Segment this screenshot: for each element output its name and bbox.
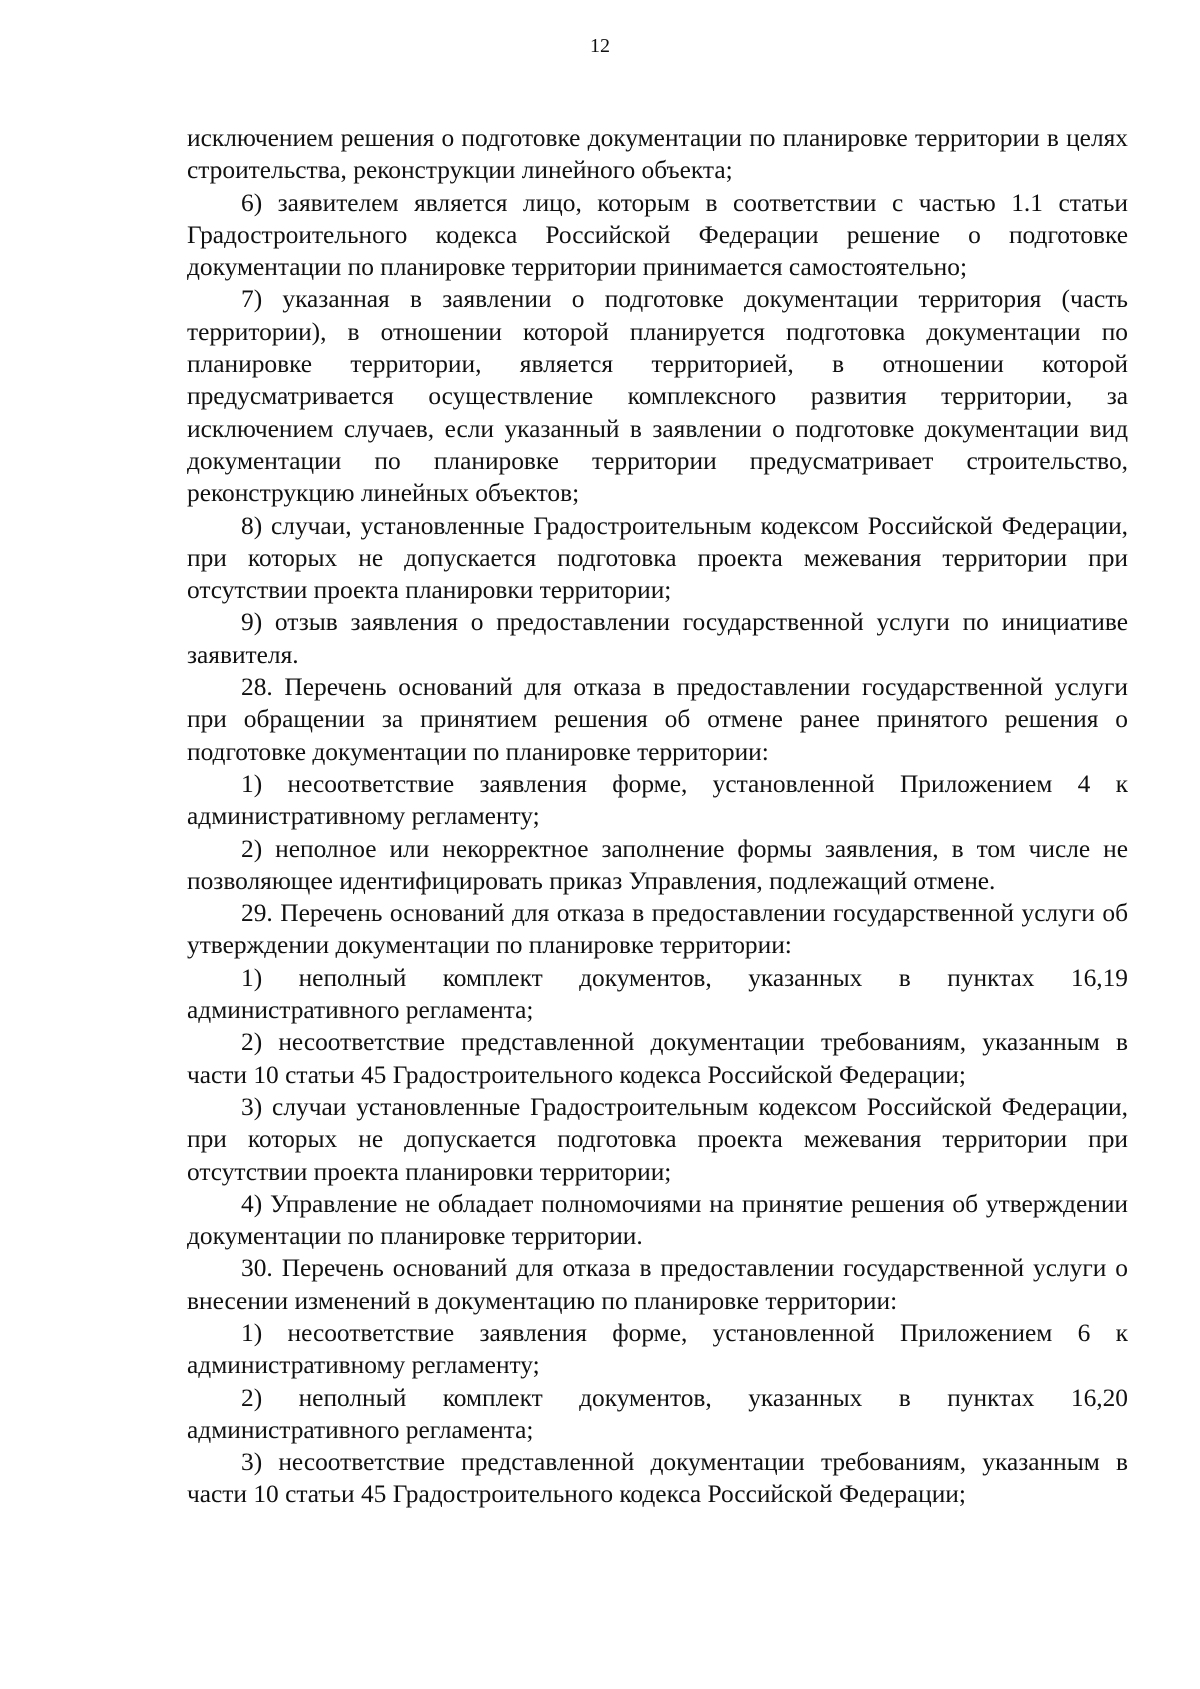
clause-30-item-2: 2) неполный комплект документов, указанных в пунктах 16,20 административного регламента;: [187, 1383, 1128, 1444]
clause-30-item-1: 1) несоответствие заявления форме, установленной Приложением 6 к административному регламенту;: [187, 1318, 1128, 1380]
clause-29: 29. Перечень оснований для отказа в предоставлении государственной услуги об утверждении документации по планировке территории:: [187, 899, 1128, 960]
clause-28: 28. Перечень оснований для отказа в предоставлении государственной услуги при обращении за принятием решения об отмене ранее принятого решения о подготовке документации по планировке территории:: [187, 673, 1128, 766]
clause-28-item-1: 1) несоответствие заявления форме, установленной Приложением 4 к административному регламенту;: [187, 769, 1128, 831]
clause-29-item-1: 1) неполный комплект документов, указанных в пунктах 16,19 административного регламента;: [187, 963, 1128, 1025]
clause-29-item-4: 4) Управление не обладает полномочиями на принятие решения об утверждении документации по планировке территории.: [187, 1189, 1128, 1251]
list-item-7: 7) указанная в заявлении о подготовке документации территория (часть территории), в отношении которой планируется подготовка документации по планировке территории, является территорией, в отношении которой предусматривается осуществление комплексного развития территории, за исключением случаев, если указанный в заявлении о подготовке документации вид документации по планировке территории предусматривает строительство, реконструкцию линейных объектов;: [187, 285, 1128, 508]
clause-29-item-3: 3) случаи установленные Градостроительным кодексом Российской Федерации, при которых не допускается подготовка проекта межевания территории при отсутствии проекта планировки территории;: [187, 1092, 1128, 1186]
paragraph-continuation: исключением решения о подготовке документации по планировке территории в целях строительства, реконструкции линейного объекта;: [187, 124, 1128, 185]
list-item-9: 9) отзыв заявления о предоставлении государственной услуги по инициативе заявителя.: [187, 608, 1128, 669]
clause-30: 30. Перечень оснований для отказа в предоставлении государственной услуги о внесении изменений в документацию по планировке территории:: [187, 1254, 1128, 1315]
clause-29-item-2: 2) несоответствие представленной документации требованиям, указанным в части 10 статьи 45 Градостроительного кодекса Российской Федерации;: [187, 1028, 1128, 1089]
document-body: [187, 122, 1128, 1511]
list-item-6: 6) заявителем является лицо, которым в соответствии с частью 1.1 статьи Градостроительного кодекса Российской Федерации решение о подготовке документации по планировке территории принимается самостоятельно;: [187, 188, 1128, 282]
clause-28-item-2: 2) неполное или некорректное заполнение формы заявления, в том числе не позволяющее идентифицировать приказ Управления, подлежащий отмене.: [187, 834, 1128, 895]
list-item-8: 8) случаи, установленные Градостроительным кодексом Российской Федерации, при которых не допускается подготовка проекта межевания территории при отсутствии проекта планировки территории;: [187, 511, 1128, 605]
clause-30-item-3: 3) несоответствие представленной документации требованиям, указанным в части 10 статьи 45 Градостроительного кодекса Российской Федерации;: [187, 1448, 1128, 1509]
page-number: 12: [590, 35, 610, 57]
